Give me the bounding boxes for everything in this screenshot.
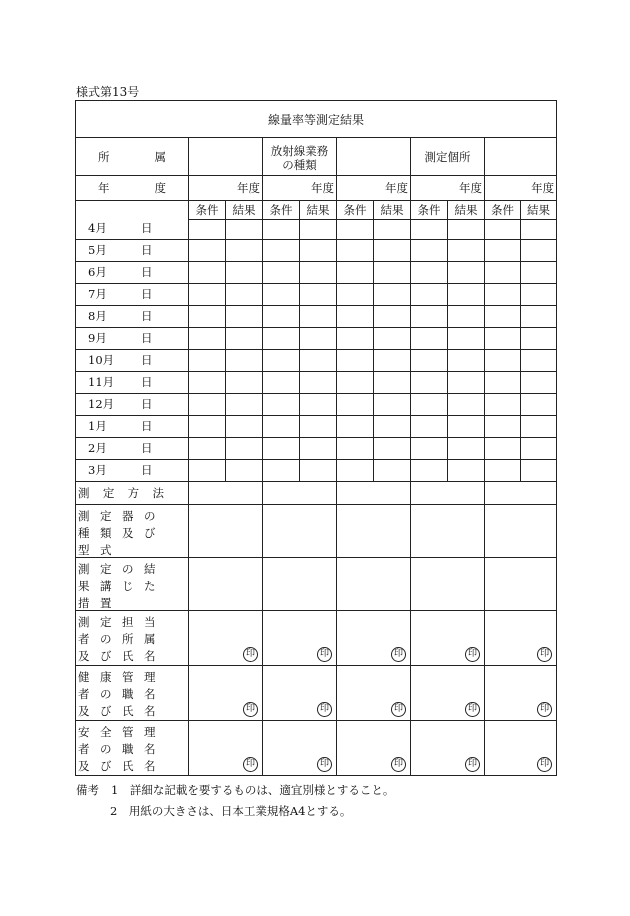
instrument-value[interactable] bbox=[189, 505, 263, 558]
cell[interactable] bbox=[189, 438, 226, 460]
cell[interactable] bbox=[448, 394, 485, 416]
year-cell-1[interactable]: 年度 bbox=[189, 176, 263, 201]
month-rows bbox=[76, 240, 557, 482]
cell[interactable] bbox=[374, 350, 411, 372]
measures-label: 測 定 の 結 果 講 じ た 措 置 bbox=[76, 558, 189, 611]
cell[interactable] bbox=[411, 394, 448, 416]
measures-value[interactable] bbox=[263, 558, 337, 611]
month-label: 10月 日 bbox=[76, 350, 189, 372]
cell[interactable] bbox=[300, 284, 337, 306]
cell[interactable] bbox=[300, 394, 337, 416]
cell[interactable] bbox=[448, 372, 485, 394]
cell[interactable] bbox=[300, 240, 337, 262]
cell[interactable] bbox=[521, 262, 557, 284]
year-cell-5[interactable]: 年度 bbox=[485, 176, 557, 201]
seal-icon: 印 bbox=[243, 757, 258, 772]
cell[interactable] bbox=[374, 438, 411, 460]
cell[interactable] bbox=[374, 220, 411, 240]
seal-icon: 印 bbox=[243, 702, 258, 717]
cell[interactable] bbox=[521, 306, 557, 328]
cell[interactable] bbox=[448, 262, 485, 284]
cell[interactable] bbox=[300, 438, 337, 460]
cell[interactable] bbox=[448, 416, 485, 438]
cell[interactable] bbox=[374, 328, 411, 350]
cell[interactable] bbox=[521, 220, 557, 240]
month-row bbox=[76, 306, 557, 328]
cell[interactable] bbox=[411, 460, 448, 482]
health-manager-value[interactable] bbox=[337, 666, 411, 721]
cell[interactable] bbox=[263, 350, 300, 372]
month-label: 12月 日 bbox=[76, 394, 189, 416]
seal-icon: 印 bbox=[391, 702, 406, 717]
person-value[interactable] bbox=[263, 611, 337, 666]
cell[interactable] bbox=[337, 220, 374, 240]
cell[interactable] bbox=[263, 262, 300, 284]
instrument-label: 測 定 器 の 種 類 及 び 型 式 bbox=[76, 505, 189, 558]
year-label: 年 度 bbox=[76, 176, 189, 201]
cell[interactable] bbox=[485, 284, 521, 306]
result-header: 結果 bbox=[300, 201, 337, 220]
cell[interactable] bbox=[448, 240, 485, 262]
person-value[interactable] bbox=[485, 611, 557, 666]
cell[interactable] bbox=[337, 372, 374, 394]
cell[interactable] bbox=[448, 350, 485, 372]
cell[interactable] bbox=[485, 220, 521, 240]
cell[interactable] bbox=[411, 372, 448, 394]
cell[interactable] bbox=[485, 372, 521, 394]
seal-icon: 印 bbox=[317, 757, 332, 772]
seal-icon: 印 bbox=[391, 757, 406, 772]
cell[interactable] bbox=[448, 284, 485, 306]
person-label: 測 定 担 当 者 の 所 属 及 び 氏 名 bbox=[76, 611, 189, 666]
cell[interactable] bbox=[189, 372, 226, 394]
cell[interactable] bbox=[263, 240, 300, 262]
result-header: 結果 bbox=[448, 201, 485, 220]
month-label: 7月 日 bbox=[76, 284, 189, 306]
cell[interactable] bbox=[411, 350, 448, 372]
year-cell-4[interactable]: 年度 bbox=[411, 176, 485, 201]
month-row bbox=[76, 350, 557, 372]
cell[interactable] bbox=[448, 220, 485, 240]
method-value[interactable] bbox=[485, 482, 557, 505]
cell[interactable] bbox=[521, 372, 557, 394]
measurement-table bbox=[75, 100, 557, 776]
cell[interactable] bbox=[374, 240, 411, 262]
cell[interactable] bbox=[521, 460, 557, 482]
cell[interactable] bbox=[337, 262, 374, 284]
cell[interactable] bbox=[189, 394, 226, 416]
month-row bbox=[76, 328, 557, 350]
cell[interactable] bbox=[411, 306, 448, 328]
month-label: 1月 日 bbox=[76, 416, 189, 438]
cell[interactable] bbox=[226, 262, 263, 284]
seal-icon: 印 bbox=[537, 757, 552, 772]
seal-icon: 印 bbox=[465, 702, 480, 717]
cell[interactable] bbox=[189, 262, 226, 284]
cell[interactable] bbox=[485, 328, 521, 350]
cell[interactable] bbox=[226, 416, 263, 438]
cell[interactable] bbox=[374, 262, 411, 284]
month-row bbox=[76, 394, 557, 416]
measures-value[interactable] bbox=[337, 558, 411, 611]
cell[interactable] bbox=[263, 416, 300, 438]
cell[interactable] bbox=[411, 220, 448, 240]
cell[interactable] bbox=[411, 438, 448, 460]
cell[interactable] bbox=[189, 416, 226, 438]
cell[interactable] bbox=[411, 262, 448, 284]
seal-icon: 印 bbox=[317, 647, 332, 662]
safety-manager-value[interactable] bbox=[263, 721, 337, 776]
seal-icon: 印 bbox=[243, 647, 258, 662]
note-1: 1 詳細な記載を要するものは、適宜別様とすること。 bbox=[111, 783, 395, 797]
method-label: 測 定 方 法 bbox=[76, 482, 189, 505]
condition-header: 条件 bbox=[189, 201, 226, 220]
cell[interactable] bbox=[485, 350, 521, 372]
cell[interactable] bbox=[189, 284, 226, 306]
safety-manager-value[interactable] bbox=[189, 721, 263, 776]
form-id: 様式第13号 bbox=[76, 85, 140, 99]
month-row bbox=[76, 372, 557, 394]
month-row-label: 4月 日 bbox=[76, 201, 189, 240]
method-value[interactable] bbox=[411, 482, 485, 505]
month-label: 5月 日 bbox=[76, 240, 189, 262]
work-type-label: 放射線業務の種類 bbox=[263, 138, 337, 176]
cell[interactable] bbox=[189, 306, 226, 328]
month-row bbox=[76, 460, 557, 482]
cell[interactable] bbox=[521, 328, 557, 350]
cell[interactable] bbox=[448, 460, 485, 482]
cell[interactable] bbox=[263, 372, 300, 394]
cell[interactable] bbox=[263, 394, 300, 416]
safety-manager-value[interactable] bbox=[411, 721, 485, 776]
condition-header: 条件 bbox=[337, 201, 374, 220]
health-manager-value[interactable] bbox=[411, 666, 485, 721]
cell[interactable] bbox=[411, 240, 448, 262]
cell[interactable] bbox=[411, 416, 448, 438]
cell[interactable] bbox=[374, 416, 411, 438]
cell[interactable] bbox=[411, 284, 448, 306]
cell[interactable] bbox=[374, 394, 411, 416]
result-header: 結果 bbox=[374, 201, 411, 220]
instrument-value[interactable] bbox=[337, 505, 411, 558]
cell[interactable] bbox=[226, 240, 263, 262]
cell[interactable] bbox=[300, 328, 337, 350]
cell[interactable] bbox=[263, 306, 300, 328]
cell[interactable] bbox=[485, 240, 521, 262]
seal-icon: 印 bbox=[317, 702, 332, 717]
safety-manager-value[interactable] bbox=[337, 721, 411, 776]
cell[interactable] bbox=[485, 460, 521, 482]
notes-prefix: 備考 bbox=[76, 783, 99, 797]
measures-value[interactable] bbox=[485, 558, 557, 611]
seal-icon: 印 bbox=[465, 757, 480, 772]
condition-header: 条件 bbox=[411, 201, 448, 220]
cell[interactable] bbox=[226, 220, 263, 240]
cell[interactable] bbox=[226, 350, 263, 372]
year-cell-3[interactable]: 年度 bbox=[337, 176, 411, 201]
cell[interactable] bbox=[521, 394, 557, 416]
cell[interactable] bbox=[300, 262, 337, 284]
month-label: 2月 日 bbox=[76, 438, 189, 460]
cell[interactable] bbox=[300, 372, 337, 394]
cell[interactable] bbox=[374, 372, 411, 394]
cell[interactable] bbox=[337, 306, 374, 328]
cell[interactable] bbox=[189, 240, 226, 262]
cell[interactable] bbox=[263, 438, 300, 460]
cell[interactable] bbox=[337, 284, 374, 306]
method-value[interactable] bbox=[337, 482, 411, 505]
cell[interactable] bbox=[226, 394, 263, 416]
safety-manager-label: 安 全 管 理 者 の 職 名 及 び 氏 名 bbox=[76, 721, 189, 776]
cell[interactable] bbox=[374, 284, 411, 306]
cell[interactable] bbox=[485, 306, 521, 328]
cell[interactable] bbox=[448, 438, 485, 460]
health-manager-value[interactable] bbox=[485, 666, 557, 721]
result-header: 結果 bbox=[521, 201, 557, 220]
cell[interactable] bbox=[226, 460, 263, 482]
cell[interactable] bbox=[521, 284, 557, 306]
cell[interactable] bbox=[448, 328, 485, 350]
month-label: 11月 日 bbox=[76, 372, 189, 394]
cell[interactable] bbox=[337, 416, 374, 438]
cell[interactable] bbox=[300, 306, 337, 328]
person-value[interactable] bbox=[189, 611, 263, 666]
cell[interactable] bbox=[485, 438, 521, 460]
cell[interactable] bbox=[189, 460, 226, 482]
month-label: 3月 日 bbox=[76, 460, 189, 482]
cell[interactable] bbox=[485, 394, 521, 416]
cell[interactable] bbox=[189, 328, 226, 350]
cell[interactable] bbox=[411, 328, 448, 350]
person-value[interactable] bbox=[411, 611, 485, 666]
month-label: 8月 日 bbox=[76, 306, 189, 328]
work-type-value[interactable] bbox=[337, 138, 411, 176]
notes bbox=[76, 780, 394, 822]
month-row bbox=[76, 240, 557, 262]
cell[interactable] bbox=[337, 394, 374, 416]
cell[interactable] bbox=[226, 306, 263, 328]
condition-header: 条件 bbox=[263, 201, 300, 220]
instrument-value[interactable] bbox=[485, 505, 557, 558]
cell[interactable] bbox=[263, 328, 300, 350]
cell[interactable] bbox=[263, 460, 300, 482]
year-cell-2[interactable]: 年度 bbox=[263, 176, 337, 201]
cell[interactable] bbox=[521, 240, 557, 262]
cell[interactable] bbox=[337, 350, 374, 372]
cell[interactable] bbox=[300, 460, 337, 482]
cell[interactable] bbox=[300, 220, 337, 240]
cell[interactable] bbox=[337, 240, 374, 262]
method-value[interactable] bbox=[263, 482, 337, 505]
cell[interactable] bbox=[374, 306, 411, 328]
cell[interactable] bbox=[448, 306, 485, 328]
cell[interactable] bbox=[521, 416, 557, 438]
cell[interactable] bbox=[300, 350, 337, 372]
note-2: 2 用紙の大きさは、日本工業規格A4とする。 bbox=[110, 804, 352, 818]
cell[interactable] bbox=[374, 460, 411, 482]
month-label: 9月 日 bbox=[76, 328, 189, 350]
seal-icon: 印 bbox=[537, 702, 552, 717]
health-manager-value[interactable] bbox=[263, 666, 337, 721]
affiliation-value[interactable] bbox=[189, 138, 263, 176]
table-title: 線量率等測定結果 bbox=[76, 101, 557, 138]
method-value[interactable] bbox=[189, 482, 263, 505]
cell[interactable] bbox=[521, 350, 557, 372]
cell[interactable] bbox=[189, 350, 226, 372]
cell[interactable] bbox=[263, 284, 300, 306]
measurement-place-value[interactable] bbox=[485, 138, 557, 176]
month-row bbox=[76, 438, 557, 460]
safety-manager-value[interactable] bbox=[485, 721, 557, 776]
cell[interactable] bbox=[485, 262, 521, 284]
month-row bbox=[76, 262, 557, 284]
cell[interactable] bbox=[226, 328, 263, 350]
month-row bbox=[76, 416, 557, 438]
cell[interactable] bbox=[521, 438, 557, 460]
cell[interactable] bbox=[263, 220, 300, 240]
instrument-value[interactable] bbox=[263, 505, 337, 558]
seal-icon: 印 bbox=[537, 647, 552, 662]
cell[interactable] bbox=[226, 284, 263, 306]
health-manager-value[interactable] bbox=[189, 666, 263, 721]
cell[interactable] bbox=[226, 438, 263, 460]
month-label: 6月 日 bbox=[76, 262, 189, 284]
person-value[interactable] bbox=[337, 611, 411, 666]
cell[interactable] bbox=[337, 460, 374, 482]
cell[interactable] bbox=[189, 220, 226, 240]
measurement-place-label: 測定個所 bbox=[411, 138, 485, 176]
measures-value[interactable] bbox=[189, 558, 263, 611]
health-manager-label: 健 康 管 理 者 の 職 名 及 び 氏 名 bbox=[76, 666, 189, 721]
result-header: 結果 bbox=[226, 201, 263, 220]
affiliation-label: 所 属 bbox=[76, 138, 189, 176]
seal-icon: 印 bbox=[465, 647, 480, 662]
cell[interactable] bbox=[300, 416, 337, 438]
cell[interactable] bbox=[337, 438, 374, 460]
instrument-value[interactable] bbox=[411, 505, 485, 558]
cell[interactable] bbox=[226, 372, 263, 394]
measures-value[interactable] bbox=[411, 558, 485, 611]
condition-header: 条件 bbox=[485, 201, 521, 220]
seal-icon: 印 bbox=[391, 647, 406, 662]
month-row bbox=[76, 284, 557, 306]
cell[interactable] bbox=[337, 328, 374, 350]
cell[interactable] bbox=[485, 416, 521, 438]
